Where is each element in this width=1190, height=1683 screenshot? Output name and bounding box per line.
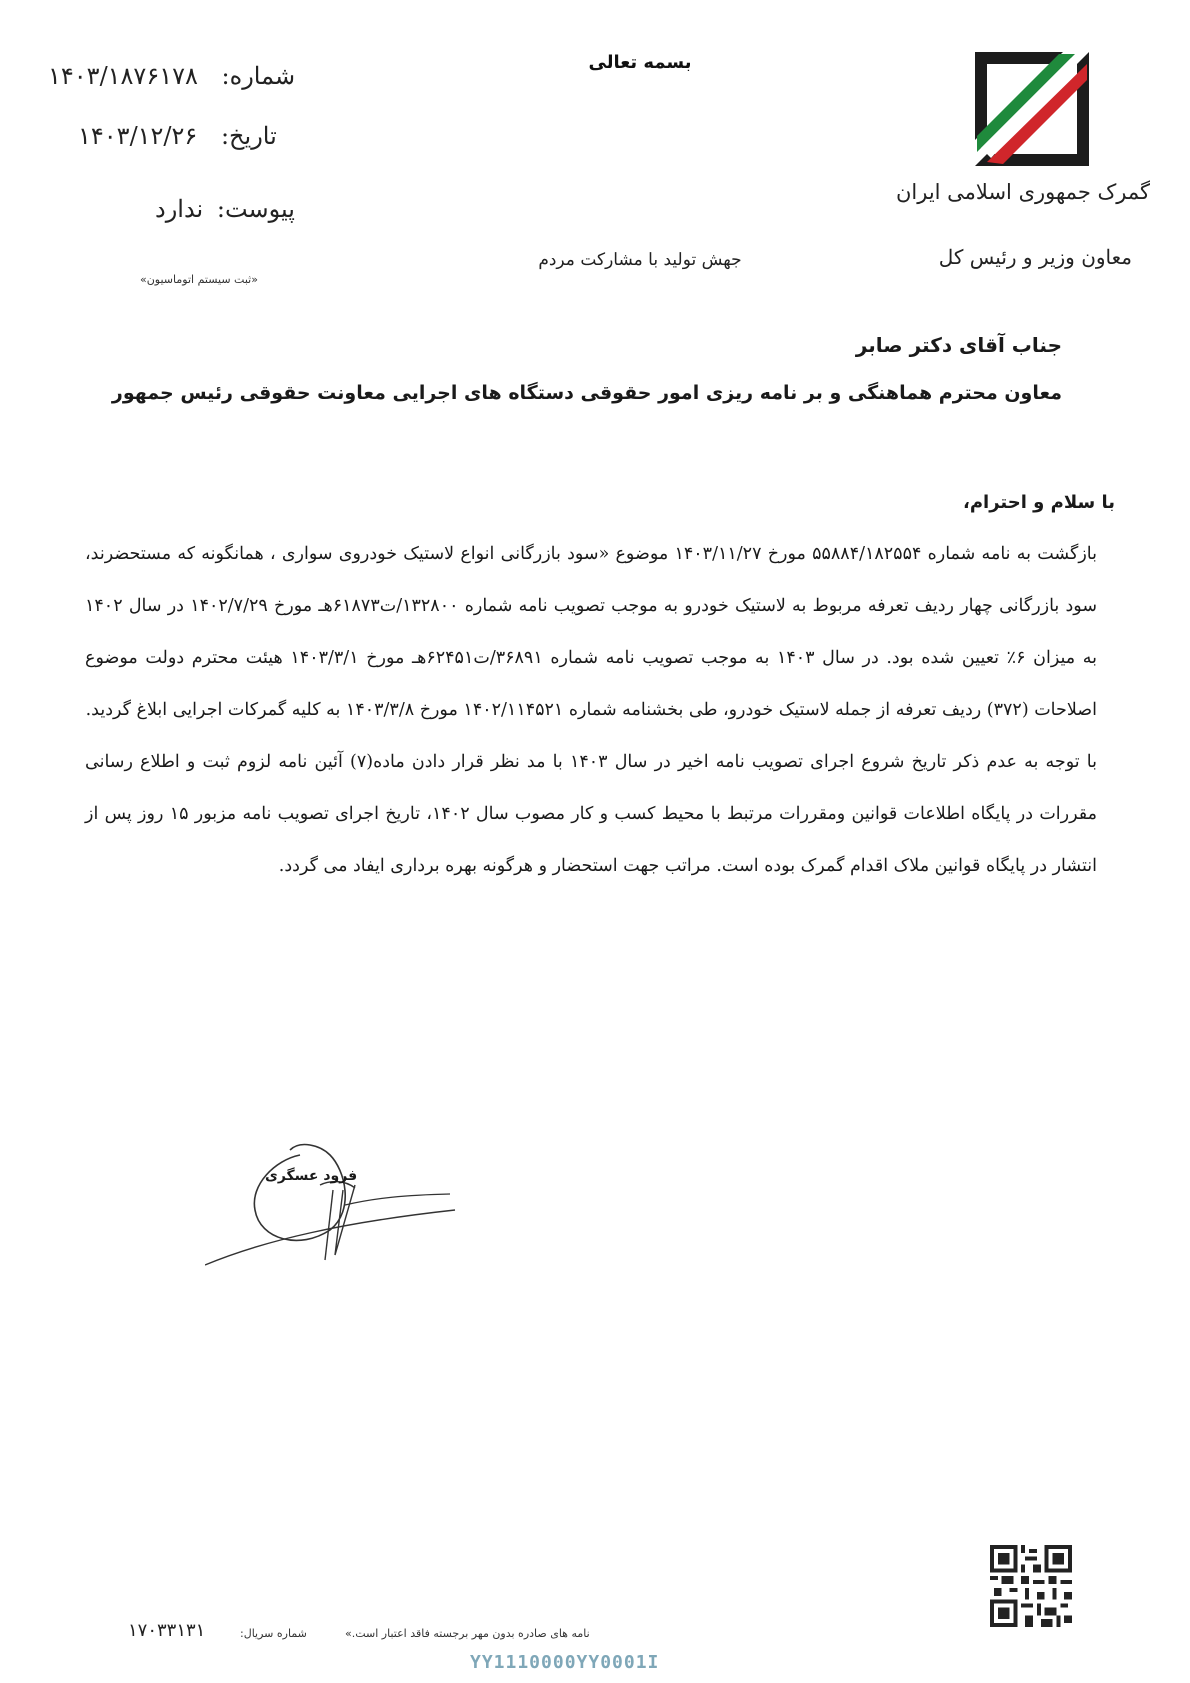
automation-note: «ثبت سیستم اتوماسیون» [140,273,258,286]
letter-date [78,122,277,150]
letter-number [48,62,295,90]
serial-number-value: ۱۷۰۳۳۱۳۱ [128,1620,206,1641]
barcode-text: YY1110000YY0001I [470,1652,660,1673]
letter-date-value: ۱۴۰۳/۱۲/۲۶ [78,122,198,150]
letter-attachment-label: پیوست: [216,195,295,223]
bismillah-heading: بسمه تعالی [588,52,692,73]
handwritten-signature-icon [205,1110,485,1270]
serial-number-label: شماره سریال: [240,1627,307,1640]
letter-paragraph-2: با توجه به عدم ذکر تاریخ شروع اجرای تصویب نامه اخیر در سال ۱۴۰۳ با مد نظر قرار دادن ماده(۷) آئین نامه لزوم ثبت و اطلاع رسانی مقررات در پایگاه اطلاعات قوانین ومقررات مرتبط با محیط کسب و کار مصوب سال ۱۴۰۲، تاریخ اجرای تصویب نامه مزبور ۱۵ روز پس از انتشار در پایگاه قوانین ملاک اقدام گمرک بوده است. مراتب جهت استحضار و هرگونه بهره برداری ایفاد می گردد. [85,752,1097,876]
letter-number-label: شماره: [221,62,296,90]
sender-role: معاون وزیر و رئیس کل [938,245,1132,269]
letter-number-value: ۱۴۰۳/۱۸۷۶۱۷۸ [48,62,198,90]
letter-paragraph-1: بازگشت به نامه شماره ۵۵۸۸۴/۱۸۲۵۵۴ مورخ ۱۴۰۳/۱۱/۲۷ موضوع «سود بازرگانی انواع لاستیک خودروی سواری ، همانگونه که مستحضرند، سود بازرگانی چهار ردیف تعرفه مربوط به لاستیک خودرو به موجب تصویب نامه شماره ۱۳۲۸۰۰/ت۶۱۸۷۳هـ مورخ ۱۴۰۲/۷/۲۹ در سال ۱۴۰۲ به میزان ۶٪ تعیین شده بود. در سال ۱۴۰۳ به موجب تصویب نامه شماره ۳۶۸۹۱/ت۶۲۴۵۱هـ مورخ ۱۴۰۳/۳/۱ هیئت محترم دولت موضوع اصلاحات (۳۷۲) ردیف تعرفه از جمله لاستیک خودرو، طی بخشنامه شماره ۱۴۰۲/۱۱۴۵۲۱ مورخ ۱۴۰۳/۳/۸ به کلیه گمرکات اجرایی ابلاغ گردید. [85,544,1097,720]
validity-note: نامه های صادره بدون مهر برجسته فاقد اعتبار است.» [345,1627,590,1640]
recipient-name: جناب آقای دکتر صابر [855,333,1062,357]
organization-name: گمرک جمهوری اسلامی ایران [895,180,1150,204]
letter-attachment-value: ندارد [155,195,204,223]
recipient-title: معاون محترم هماهنگی و بر نامه ریزی امور حقوقی دستگاه های اجرایی معاونت حقوقی رئیس جمهور [111,382,1062,404]
customs-logo-icon [975,52,1089,166]
signatory-name: فرود عسگری [265,1168,358,1184]
letter-body [85,528,1097,892]
qr-code-icon [990,1545,1072,1627]
letter-date-label: تاریخ: [220,122,277,150]
greeting: با سلام و احترام، [963,492,1115,513]
letter-attachment [155,195,295,223]
slogan-text: جهش تولید با مشارکت مردم [538,250,742,270]
